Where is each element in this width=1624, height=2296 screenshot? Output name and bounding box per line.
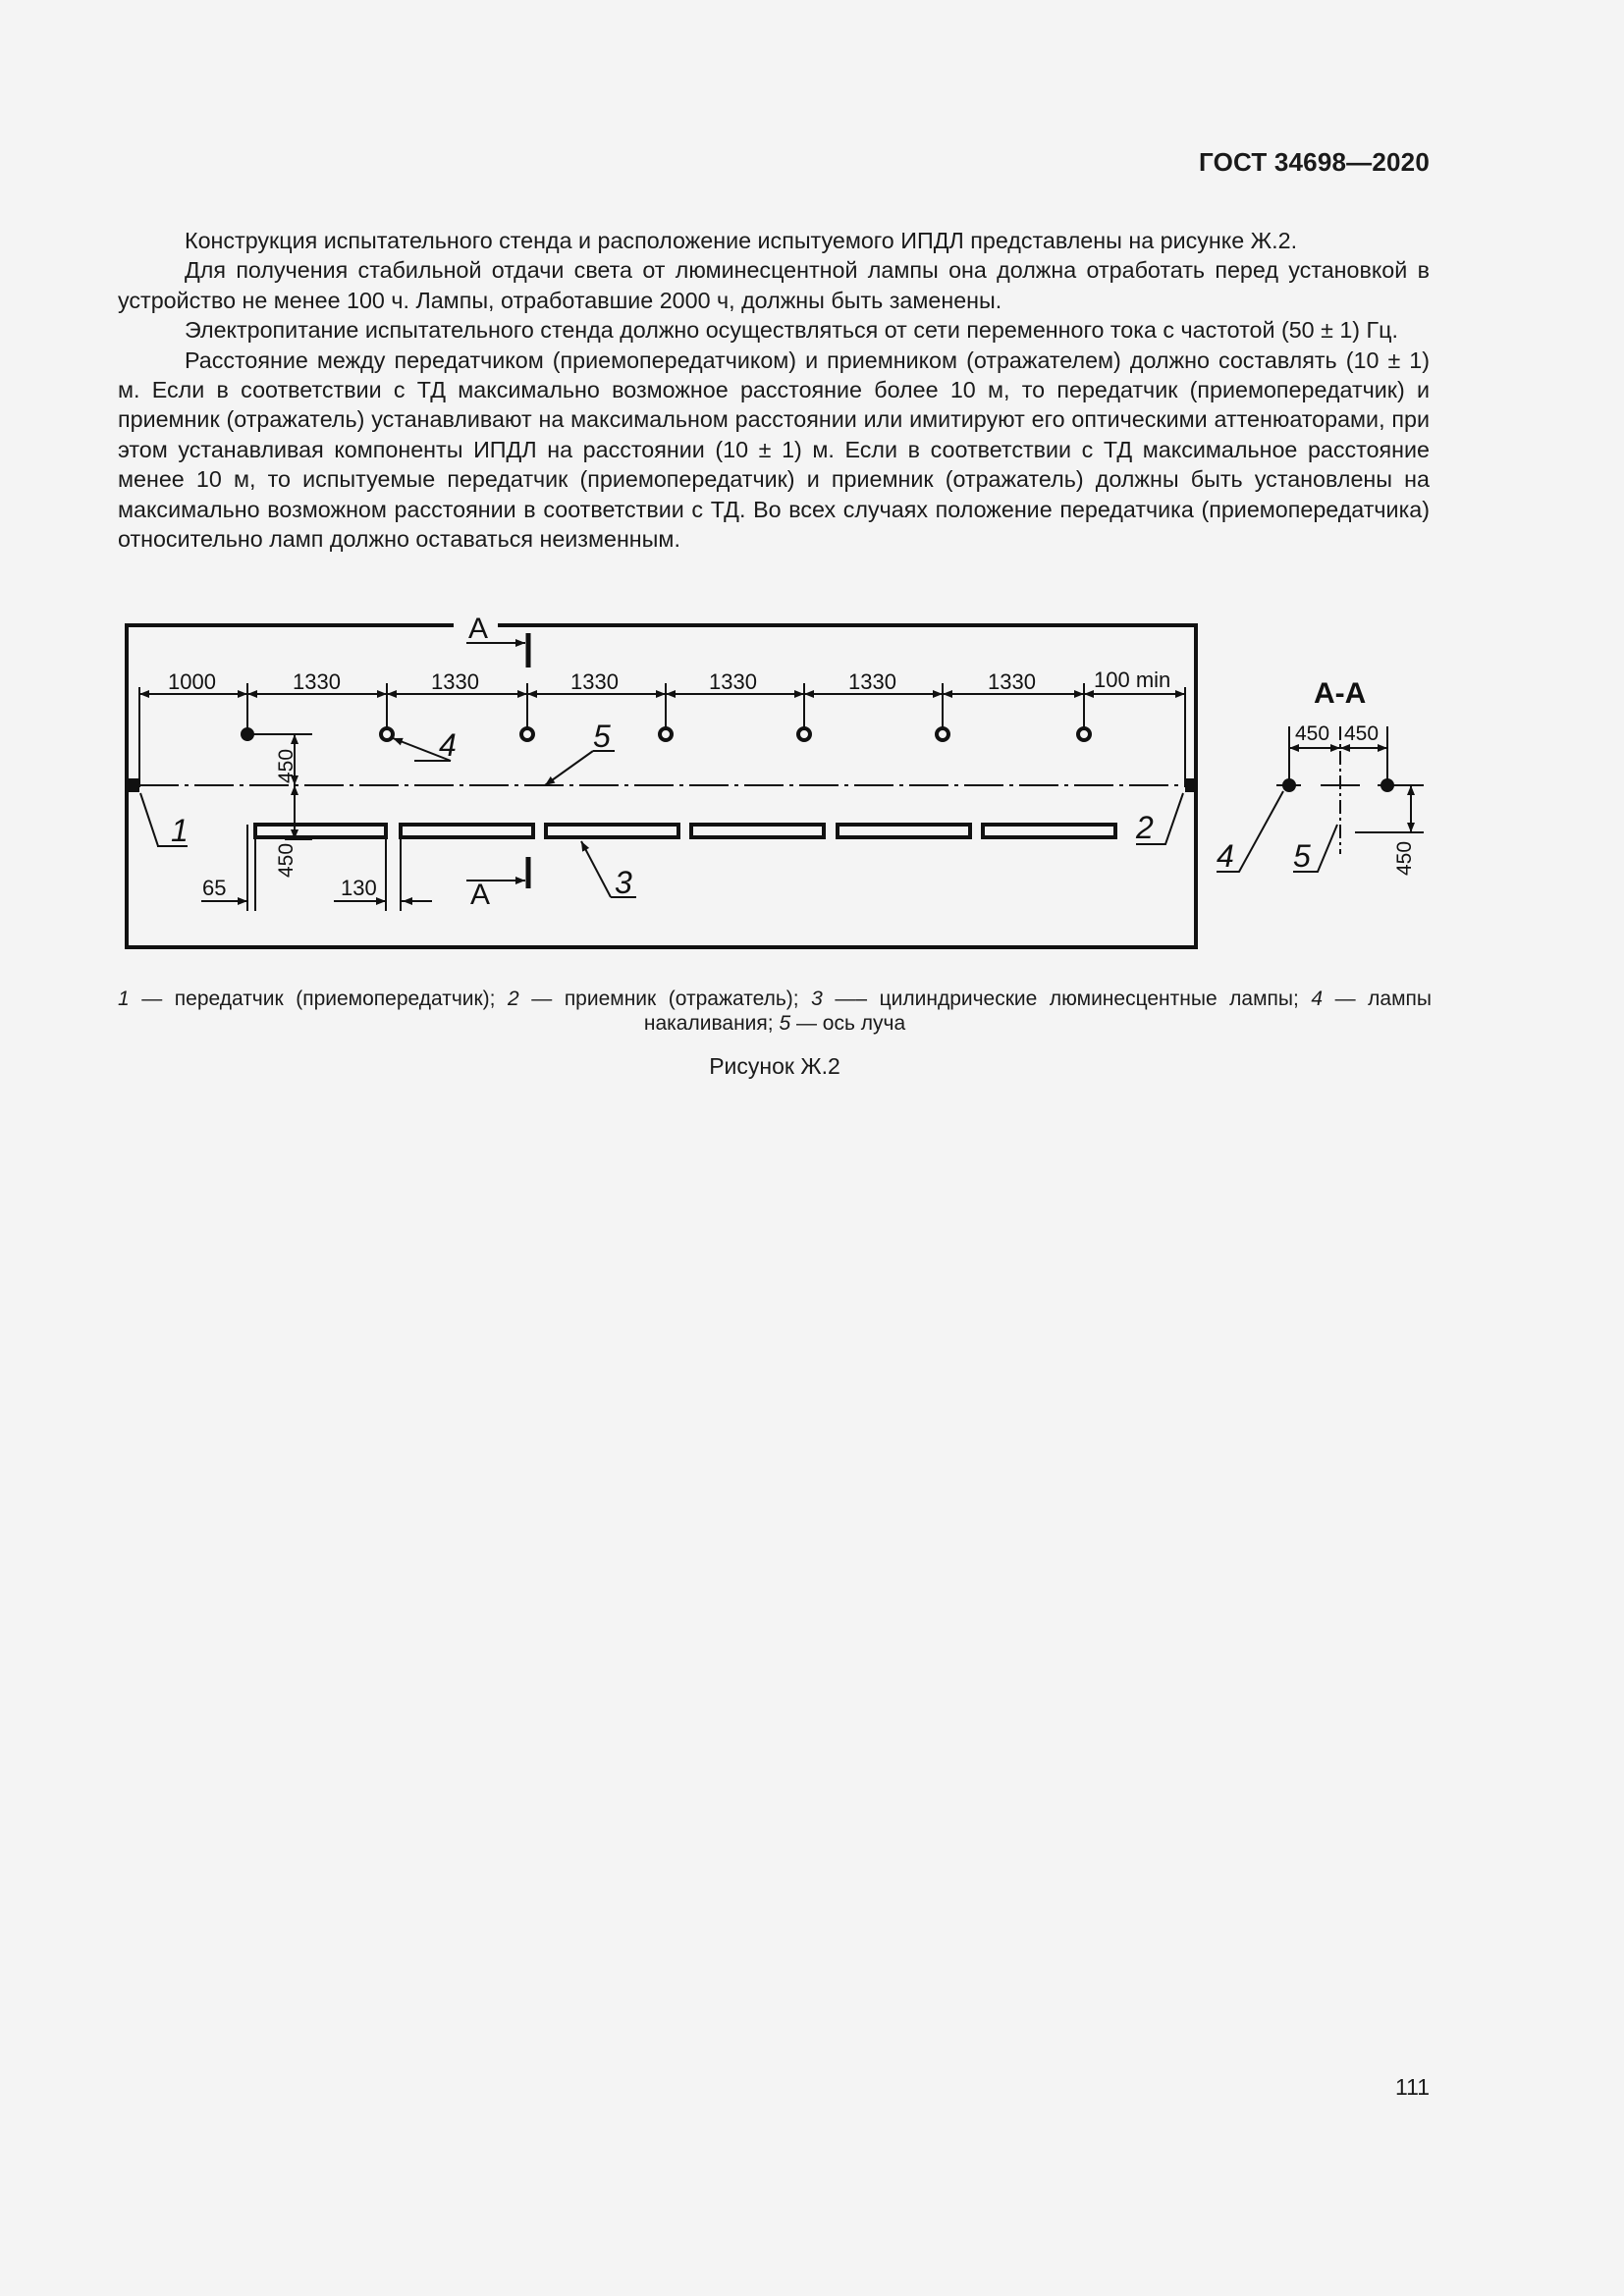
figure-drawing xyxy=(0,0,1624,982)
legend-text-1: — передатчик (приемопередатчик); xyxy=(129,988,509,1010)
callout-1: 1 xyxy=(171,813,189,848)
legend-num-1: 1 xyxy=(118,988,130,1010)
legend-text-4: — лампы xyxy=(1323,988,1432,1010)
legend-num-3: 3 xyxy=(811,988,823,1010)
section-callout-4: 4 xyxy=(1217,838,1234,874)
legend-text-2: — приемник (отражатель); xyxy=(518,988,812,1010)
figure-legend xyxy=(118,987,1432,1036)
paragraph-4: Расстояние между передатчиком (приемопередатчиком) и приемником (отражателем) должно составлять (10 ± 1) м. Если в соответствии с ТД максимально возможное расстояние более 10 м, то передатчик (приемопередатчик) и приемник (отражатель) устанавливают на максимальном расстоянии или имитируют его оптическими аттенюаторами, при этом устанавливая компоненты ИПДЛ на расстоянии (10 ± 1) м. Если в соответствии с ТД максимальное расстояние менее 10 м, то испытуемые передатчик (приемопередатчик) и приемник (отражатель) должны быть установлены на максимально возможном расстоянии в соответствии с ТД. Во всех случаях положение передатчика (приемопередатчика) относительно ламп должно оставаться неизменным. xyxy=(118,347,1430,553)
fluorescent-tubes xyxy=(255,825,1115,837)
section-dim-right: 450 xyxy=(1344,722,1380,745)
paragraph-3: Электропитание испытательного стенда должно осуществляться от сети переменного тока с частотой (50 ± 1) Гц. xyxy=(185,317,1398,344)
dim-1330-b: 1330 xyxy=(431,669,479,694)
paragraph-2: Для получения стабильной отдачи света от люминесцентной лампы она должна отработать перед установкой в устройство не менее 100 ч. Лампы, отработавшие 2000 ч, должны быть заменены. xyxy=(118,257,1430,313)
callout-3: 3 xyxy=(615,865,632,900)
legend-line-2 xyxy=(118,1011,1432,1036)
dim-1330-f: 1330 xyxy=(988,669,1036,694)
legend-num-2: 2 xyxy=(508,988,519,1010)
section-letter-top: А xyxy=(468,613,489,645)
legend-num-4: 4 xyxy=(1311,988,1324,1010)
dim-1330-d: 1330 xyxy=(709,669,757,694)
incandescent-lamps xyxy=(242,728,1090,740)
callout-4: 4 xyxy=(439,727,457,763)
dim-vertical-450-2: 450 xyxy=(275,842,298,878)
section-lamp-right xyxy=(1380,778,1394,792)
dim-1330-a: 1330 xyxy=(293,669,341,694)
paragraph-1: Конструкция испытательного стенда и расположение испытуемого ИПДЛ представлены на рисунке Ж.2. xyxy=(185,228,1298,253)
section-view-title: А-А xyxy=(1314,677,1367,710)
dim-1330-c: 1330 xyxy=(570,669,619,694)
dim-1000: 1000 xyxy=(168,669,216,694)
dim-130: 130 xyxy=(341,876,377,900)
legend-text-3: —– цилиндрические люминесцентные лампы; xyxy=(822,988,1312,1010)
document-header: ГОСТ 34698—2020 xyxy=(1199,147,1430,177)
dim-65: 65 xyxy=(202,876,227,900)
figure-title: Рисунок Ж.2 xyxy=(709,1053,840,1079)
page-number: 111 xyxy=(1395,2074,1430,2100)
dim-100-min: 100 min xyxy=(1094,667,1171,692)
section-dim-vertical: 450 xyxy=(1393,840,1416,876)
section-callout-5: 5 xyxy=(1293,838,1311,874)
legend-text-5: — ось луча xyxy=(790,1012,906,1035)
section-cut-bottom xyxy=(466,857,528,911)
callout-2: 2 xyxy=(1136,810,1154,845)
section-cut-top xyxy=(454,613,528,667)
receiver-marker xyxy=(1185,778,1196,792)
legend-text-4b: накаливания; xyxy=(643,1012,780,1035)
section-letter-bottom: А xyxy=(470,879,491,911)
callout-5: 5 xyxy=(593,719,611,754)
dim-vertical-450-1: 450 xyxy=(275,748,298,783)
legend-line-1 xyxy=(118,987,1432,1011)
transmitter-marker xyxy=(129,778,139,792)
section-dim-left: 450 xyxy=(1295,722,1330,745)
dim-1330-e: 1330 xyxy=(848,669,896,694)
legend-num-5: 5 xyxy=(779,1012,791,1035)
section-lamp-left xyxy=(1282,778,1296,792)
